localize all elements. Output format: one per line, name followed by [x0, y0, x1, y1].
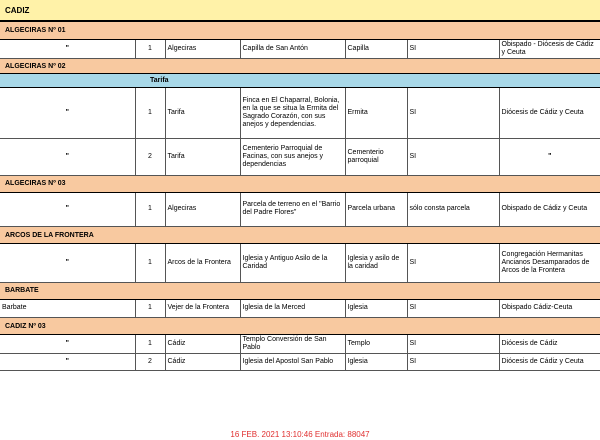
property-description-cell: Iglesia y Antiguo Asilo de la Caridad — [240, 244, 345, 282]
section-header: ALGECIRAS Nº 01 — [0, 22, 600, 40]
property-type-cell: Iglesia — [345, 300, 407, 318]
municipality-cell: Vejer de la Frontera — [165, 300, 240, 318]
municipality-subheader-label: Tarifa — [150, 77, 169, 84]
municipality-cell: Tarifa — [165, 88, 240, 138]
property-type-cell: Cementerio parroquial — [345, 138, 407, 175]
registry-cell: Barbate — [0, 300, 135, 318]
registration-cell: sólo consta parcela — [407, 193, 499, 227]
registry-cell: " — [0, 88, 135, 138]
property-description-cell: Templo Conversión de San Pablo — [240, 335, 345, 354]
property-type-cell: Capilla — [345, 40, 407, 59]
registration-cell: SI — [407, 244, 499, 282]
owner-cell: Diócesis de Cádiz y Ceuta — [499, 354, 600, 371]
registration-cell: SI — [407, 40, 499, 59]
municipality-cell: Arcos de la Frontera — [165, 244, 240, 282]
table-row — [0, 138, 600, 175]
table-row — [0, 40, 600, 59]
registry-cell: " — [0, 193, 135, 227]
province-header: CADIZ — [0, 0, 600, 20]
property-description-cell: Finca en El Chaparral, Bolonia, en la que se situa la Ermita del Sagrado Corazón, con sus anejos y dependencias. — [240, 88, 345, 138]
municipality-cell: Algeciras — [165, 193, 240, 227]
table-row — [0, 88, 600, 138]
property-description-cell: Iglesia de la Merced — [240, 300, 345, 318]
finca-number-cell: 1 — [135, 300, 165, 318]
table-row — [0, 193, 600, 227]
owner-cell: Obispado - Diócesis de Cádiz y Ceuta — [499, 40, 600, 59]
owner-cell: Congregación Hermanitas Ancianos Desamparados de Arcos de la Frontera — [499, 244, 600, 282]
owner-cell: " — [499, 138, 600, 175]
section-table — [0, 40, 600, 59]
section-table — [0, 300, 600, 319]
owner-cell: Obispado de Cádiz y Ceuta — [499, 193, 600, 227]
registry-cell: " — [0, 354, 135, 371]
table-row — [0, 335, 600, 354]
owner-cell: Obispado Cádiz-Ceuta — [499, 300, 600, 318]
property-description-cell: Capilla de San Antón — [240, 40, 345, 59]
owner-cell: Diócesis de Cádiz — [499, 335, 600, 354]
finca-number-cell: 1 — [135, 193, 165, 227]
section-header: ARCOS DE LA FRONTERA — [0, 227, 600, 244]
property-type-cell: Iglesia — [345, 354, 407, 371]
registration-cell: SI — [407, 335, 499, 354]
owner-cell: Diócesis de Cádiz y Ceuta — [499, 88, 600, 138]
property-description-cell: Iglesia del Apostol San Pablo — [240, 354, 345, 371]
registry-cell: " — [0, 138, 135, 175]
registration-cell: SI — [407, 138, 499, 175]
registration-cell: SI — [407, 88, 499, 138]
section-table — [0, 244, 600, 283]
municipality-subheader — [0, 74, 600, 88]
finca-number-cell: 1 — [135, 244, 165, 282]
property-type-cell: Templo — [345, 335, 407, 354]
property-type-cell: Ermita — [345, 88, 407, 138]
section-header: ALGECIRAS Nº 02 — [0, 59, 600, 74]
registry-entry-stamp: 16 FEB. 2021 13:10:46 Entrada: 88047 — [230, 430, 370, 439]
registry-cell: " — [0, 244, 135, 282]
table-row — [0, 244, 600, 282]
registration-cell: SI — [407, 354, 499, 371]
finca-number-cell: 1 — [135, 40, 165, 59]
registration-cell: SI — [407, 300, 499, 318]
table-row — [0, 354, 600, 371]
municipality-cell: Algeciras — [165, 40, 240, 59]
section-table — [0, 88, 600, 176]
registry-cell: " — [0, 40, 135, 59]
section-table — [0, 335, 600, 371]
registry-cell: " — [0, 335, 135, 354]
property-type-cell: Parcela urbana — [345, 193, 407, 227]
municipality-cell: Cádiz — [165, 335, 240, 354]
finca-number-cell: 2 — [135, 138, 165, 175]
section-header: ALGECIRAS Nº 03 — [0, 176, 600, 193]
table-row — [0, 300, 600, 318]
finca-number-cell: 2 — [135, 354, 165, 371]
registry-content — [0, 22, 600, 371]
section-header: BARBATE — [0, 283, 600, 300]
section-header: CADIZ Nº 03 — [0, 318, 600, 335]
municipality-cell: Tarifa — [165, 138, 240, 175]
finca-number-cell: 1 — [135, 335, 165, 354]
property-type-cell: Iglesia y asilo de la caridad — [345, 244, 407, 282]
property-description-cell: Cementerio Parroquial de Facinas, con sus anejos y dependencias — [240, 138, 345, 175]
section-table — [0, 193, 600, 228]
municipality-cell: Cádiz — [165, 354, 240, 371]
finca-number-cell: 1 — [135, 88, 165, 138]
property-description-cell: Parcela de terreno en el "Barrio del Padre Flores" — [240, 193, 345, 227]
